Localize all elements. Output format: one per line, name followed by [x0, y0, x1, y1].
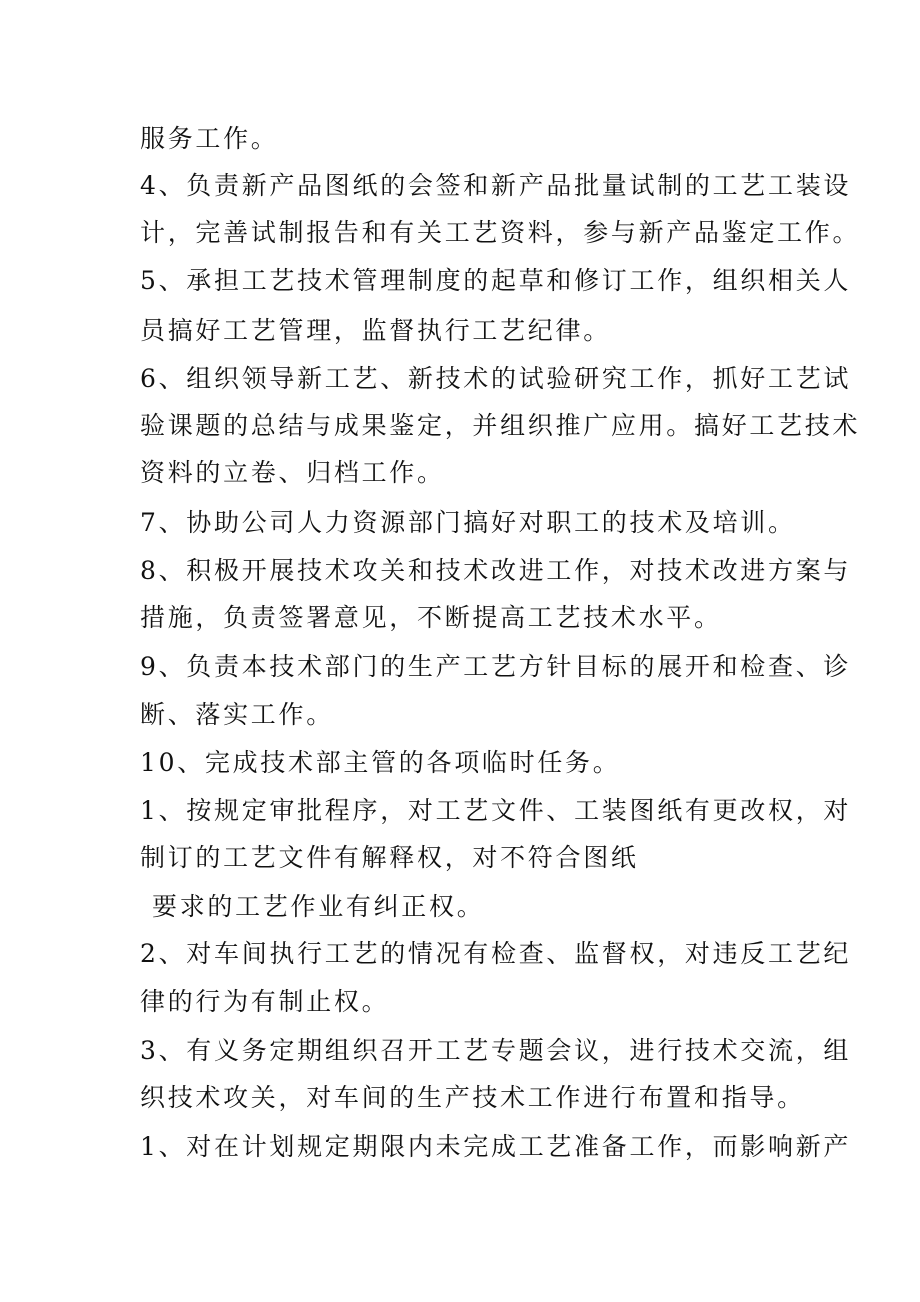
text-line: 2、对车间执行工艺的情况有检查、监督权，对违反工艺纪: [140, 939, 852, 968]
text-line: 员搞好工艺管理，监督执行工艺纪律。: [140, 316, 611, 345]
text-line: 服务工作。: [140, 124, 279, 153]
text-line: 验课题的总结与成果鉴定，并组织推广应用。搞好工艺技术: [140, 411, 861, 440]
text-line: 措施，负责签署意见，不断提高工艺技术水平。: [140, 603, 722, 632]
text-line: 7、协助公司人力资源部门搞好对职工的技术及培训。: [140, 508, 796, 537]
text-line: 8、积极开展技术攻关和技术改进工作，对技术改进方案与: [140, 556, 852, 585]
text-line: 要求的工艺作业有纠正权。: [152, 892, 485, 921]
text-line: 断、落实工作。: [140, 700, 334, 729]
text-line: 3、有义务定期组织召开工艺专题会议，进行技术交流，组: [140, 1036, 852, 1065]
text-line: 资料的立卷、归档工作。: [140, 458, 445, 487]
text-line: 4、负责新产品图纸的会签和新产品批量试制的工艺工装设: [140, 171, 852, 200]
text-line: 1、按规定审批程序，对工艺文件、工装图纸有更改权，对: [140, 796, 852, 825]
text-line: 6、组织领导新工艺、新技术的试验研究工作，抓好工艺试: [140, 364, 852, 393]
text-line: 10、完成技术部主管的各项临时任务。: [140, 748, 621, 777]
text-line: 制订的工艺文件有解释权，对不符合图纸: [140, 843, 639, 872]
text-line: 计，完善试制报告和有关工艺资料，参与新产品鉴定工作。: [140, 218, 861, 247]
text-line: 织技术攻关，对车间的生产技术工作进行布置和指导。: [140, 1083, 805, 1112]
text-line: 9、负责本技术部门的生产工艺方针目标的展开和检查、诊: [140, 652, 852, 681]
text-line: 5、承担工艺技术管理制度的起草和修订工作，组织相关人: [140, 266, 852, 295]
text-line: 1、对在计划规定期限内未完成工艺准备工作，而影响新产: [140, 1132, 852, 1161]
text-line: 律的行为有制止权。: [140, 987, 390, 1016]
